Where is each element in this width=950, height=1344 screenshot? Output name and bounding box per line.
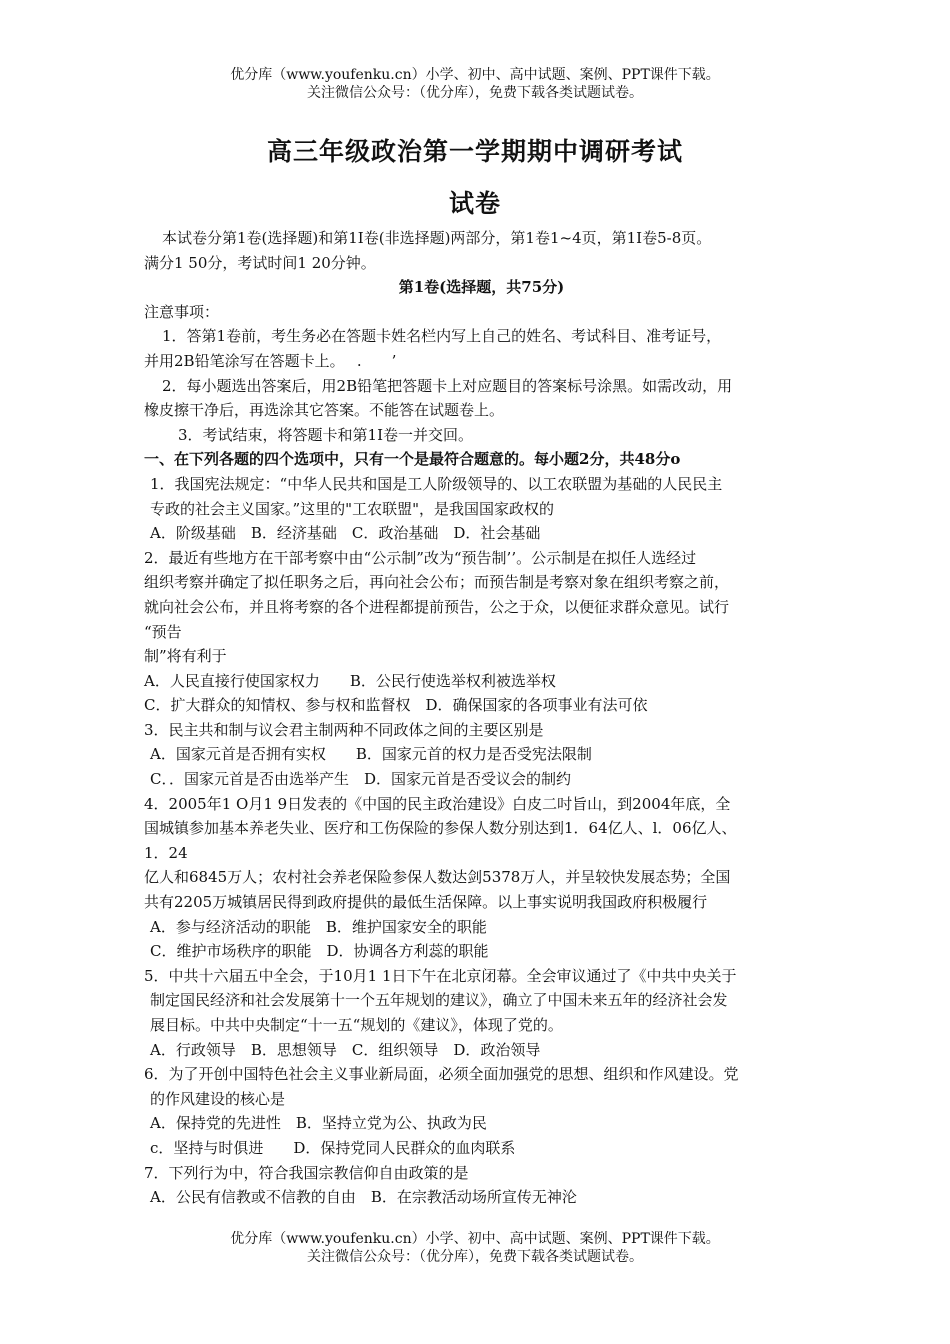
q5-options: A．行政领导 B．思想领导 C．组织领导 D．政治领导 <box>150 1040 541 1059</box>
q2-options-1: A．人民直接行使国家权力 B．公民行使选举权利被选举权 <box>144 671 556 690</box>
intro-line-1: 本试卷分第1卷(选择题)和第1I卷(非选择题)两部分，第1卷1~4页，第1I卷5-8页。 <box>162 229 712 247</box>
q2-line-3: 就向社会公布，并且将考察的各个进程都提前预告，公之于众，以便征求群众意见。试行 <box>144 597 730 616</box>
q2-line-1: 2．最近有些地方在干部考察中由“公示制”改为“预告制’’。公示制是在拟任人选经过 <box>144 548 697 567</box>
q2-line-2: 组织考察并确定了拟任职务之后，再向社会公布；而预告制是考察对象在组织考察之前， <box>144 573 730 592</box>
note-2-line-1: 2．每小题选出答案后，用2B铅笔把答题卡上对应题目的答案标号涂黑。如需改动，用 <box>162 376 733 395</box>
q1-line-1: 1．我国宪法规定：“中华人民共和国是工人阶级领导的、以工农联盟为基础的人民民主 <box>150 474 723 493</box>
exam-title: 高三年级政治第一学期期中调研考试 <box>266 137 683 166</box>
q2-line-5: 制”将有利于 <box>144 647 227 666</box>
q4-line-5: 共有2205万城镇居民得到政府提供的最低生活保障。以上事实说明我国政府积极履行 <box>144 893 708 912</box>
q3-options-2: C．．国家元首是否由选举产生 D．国家元首是否受议会的制约 <box>150 770 572 789</box>
q6-options-1: A．保持党的先进性 B．坚持立党为公、执政为民 <box>150 1114 487 1133</box>
q2-line-4: “预告 <box>144 622 182 641</box>
q4-line-3: 1．24 <box>144 843 188 862</box>
q6-line-2: 的作风建设的核心是 <box>150 1089 286 1108</box>
note-1-line-1: 1．答第1卷前，考生务必在答题卡姓名栏内写上自己的姓名、考试科目、准考证号， <box>162 327 722 346</box>
document-body <box>144 226 819 1210</box>
header-line-1: 优分库（www.youfenku.cn）小学、初中、高中试题、案例、PPT课件下载。 <box>230 67 720 83</box>
page-footer <box>0 1230 950 1266</box>
note-1-line-2: 并用2B铅笔涂写在答题卡上。 . ’ <box>144 351 397 370</box>
intro-line-2: 满分1 50分，考试时间1 20分钟。 <box>144 253 376 272</box>
page-header <box>0 66 950 102</box>
footer-line-1: 优分库（www.youfenku.cn）小学、初中、高中试题、案例、PPT课件下载。 <box>230 1231 720 1247</box>
header-line-2: 关注微信公众号：（优分库），免费下载各类试题试卷。 <box>307 85 643 101</box>
q4-options-2: C．维护市场秩序的职能 D．协调各方利蕊的职能 <box>150 942 489 961</box>
q6-options-2: c．坚持与时俱进 D．保持党同人民群众的血肉联系 <box>150 1138 516 1157</box>
note-3: 3．考试结束，将答题卡和第1I卷一并交回。 <box>178 425 474 444</box>
q6-line-1: 6．为了开创中国特色社会主义事业新局面，必须全面加强党的思想、组织和作风建设。党 <box>144 1065 739 1084</box>
q4-options-1: A．参与经济活动的职能 B．维护国家安全的职能 <box>150 917 487 936</box>
q2-options-2: C．扩大群众的知情权、参与权和监督权 D．确保国家的各项事业有法可依 <box>144 696 648 715</box>
q1-options: A．阶级基础 B．经济基础 C．政治基础 D．社会基础 <box>150 524 541 543</box>
note-2-line-2: 橡皮擦干净后，再选涂其它答案。不能答在试题卷上。 <box>144 401 505 420</box>
exam-subtitle: 试卷 <box>448 189 501 218</box>
q4-line-1: 4．2005年1 O月1 9日发表的《中国的民主政治建设》白皮二吋旨山，到2004年底，全 <box>144 794 731 813</box>
q3-line-1: 3．民主共和制与议会君主制两种不同政体之间的主要区别是 <box>144 720 544 739</box>
q4-line-4: 亿人和6845万人；农村社会养老保险参保人数达剑5378万人，并呈较快发展态势；全国 <box>144 868 731 887</box>
section-1-heading: 一、在下列各题的四个选项中，只有一个是最符合题意的。每小题2分，共48分o <box>144 450 681 469</box>
q4-line-2: 国城镇参加基本养老失业、医疗和工伤保险的参保人数分别达到1．64亿人、l．06亿人、 <box>144 819 737 838</box>
notes-heading: 注意事项： <box>144 302 220 321</box>
q7-options-1: A．公民有信教或不信教的自由 B．在宗教活动场所宣传无神沦 <box>150 1188 577 1207</box>
footer-line-2: 关注微信公众号：（优分库），免费下载各类试题试卷。 <box>307 1249 643 1265</box>
q7-line-1: 7．下列行为中，符合我国宗教信仰自由政策的是 <box>144 1163 469 1182</box>
q5-line-2: 制定国民经济和社会发展第十一个五年规划的建议》，确立了中国未来五年的经济社会发 <box>150 991 728 1010</box>
q5-line-3: 展目标。中共中央制定“十一五“规划的《建议》，体现了党的。 <box>150 1016 563 1034</box>
q5-line-1: 5．中共十六届五中全会，于10月1 1日下午在北京闭幕。全会审议通过了《中共中央关于 <box>144 966 737 985</box>
q1-line-2: 专政的社会主义国家。”这里的"工农联盟"，是我国国家政权的 <box>150 499 554 518</box>
part1-heading: 第1卷(选择题，共75分) <box>398 278 565 297</box>
q3-options-1: A．国家元首是否拥有实权 B．国家元首的权力是否受宪法限制 <box>150 745 592 764</box>
